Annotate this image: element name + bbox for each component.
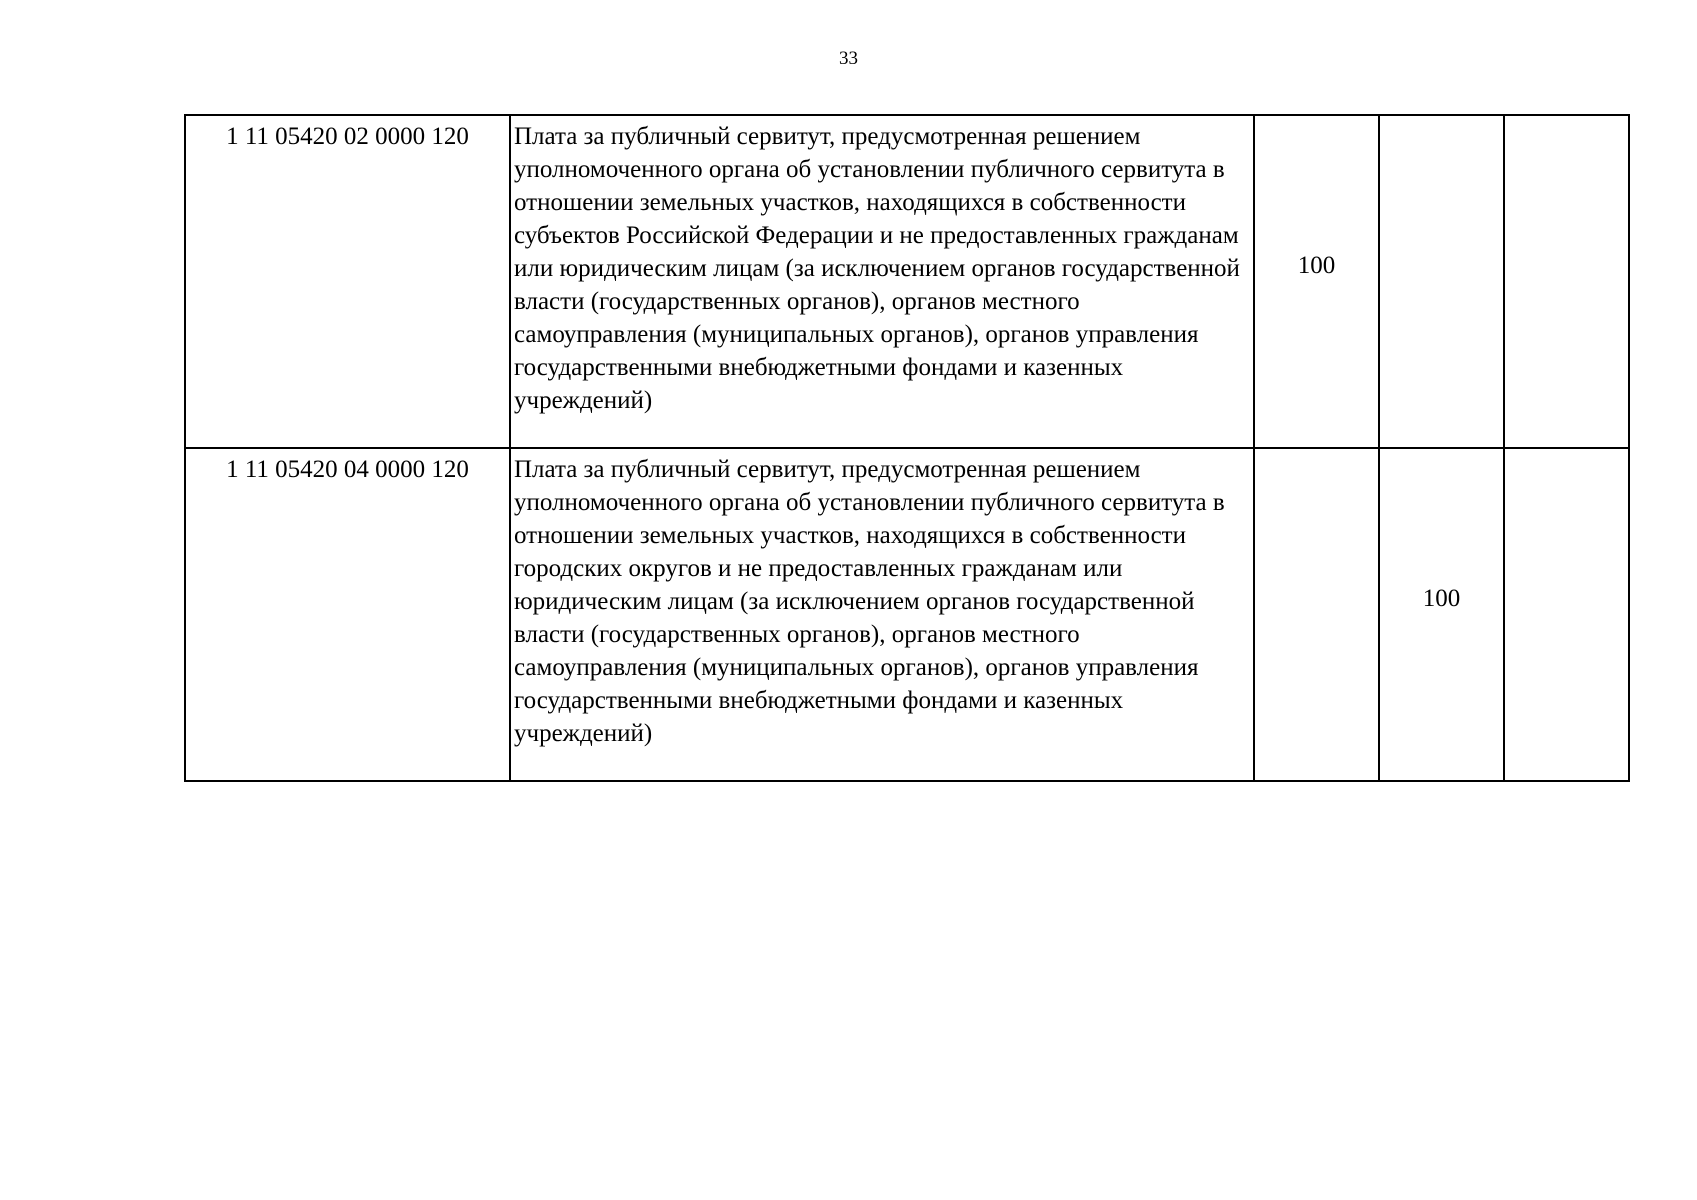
value-cell-1 [1254,115,1379,448]
value-2: 100 [1422,585,1461,612]
code-cell [185,448,510,781]
table-row [185,448,1629,781]
value-cell-2 [1379,448,1504,781]
value-cell-1 [1254,448,1379,781]
table-row [185,115,1629,448]
value-cell-2 [1379,115,1504,448]
description-cell [510,448,1254,781]
revenue-description: Плата за публичный сервитут, предусмотренная решением уполномоченного органа об установлении публичного сервитута в отношении земельных участков, находящихся в собственности субъектов Российской Федерации и не предоставленных гражданам или юридическим лицам (за исключением органов государственной власти (государственных органов), органов местного самоуправления (муниципальных органов), органов управления государственными внебюджетными фондами и казенных учреждений) [514,123,1240,414]
value-cell-3 [1504,115,1629,448]
value-1: 100 [1297,252,1336,279]
revenue-description: Плата за публичный сервитут, предусмотренная решением уполномоченного органа об установлении публичного сервитута в отношении земельных участков, находящихся в собственности городских округов и не предоставленных гражданам или юридическим лицам (за исключением органов государственной власти (государственных органов), органов местного самоуправления (муниципальных органов), органов управления государственными внебюджетными фондами и казенных учреждений) [514,456,1225,747]
value-cell-3 [1504,448,1629,781]
description-cell [510,115,1254,448]
code-cell [185,115,510,448]
page-number: 33 [839,48,858,69]
budget-code: 1 11 05420 04 0000 120 [226,456,469,483]
revenue-table [184,114,1630,782]
budget-code: 1 11 05420 02 0000 120 [226,123,469,150]
